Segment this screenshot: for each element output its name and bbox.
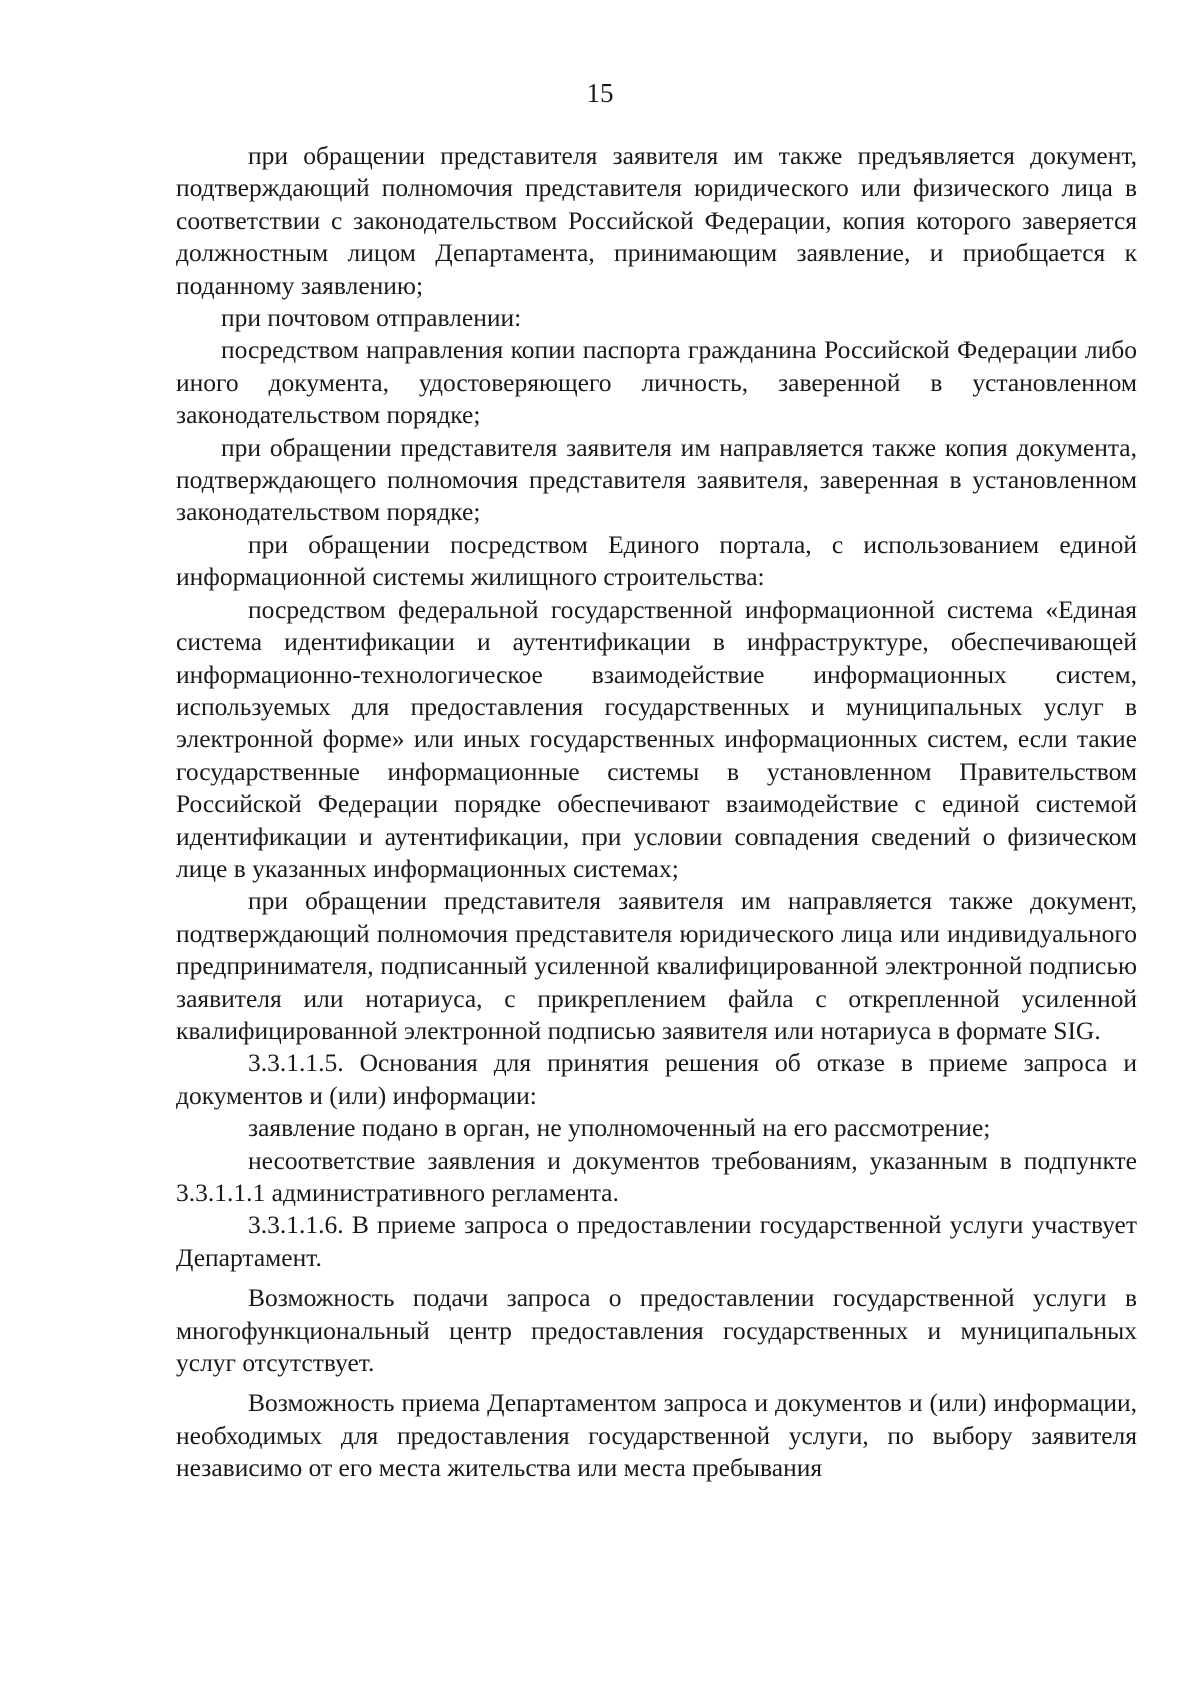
document-body	[176, 140, 1137, 1485]
paragraph-portal-esia: посредством федеральной государственной информационной система «Единая система идентификации и аутентификации в инфраструктуре, обеспечивающей информационно-технологическое взаимодействие информационных систем, используемых для предоставления государственных и муниципальных услуг в электронной форме» или иных государственных информационных систем, если такие государственные информационные системы в установленном Правительством Российской Федерации порядке обеспечивают взаимодействие с единой системой идентификации и аутентификации, при условии совпадения сведений о физическом лице в указанных информационных системах;	[176, 594, 1137, 883]
paragraph-refusal-grounds: 3.3.1.1.5. Основания для принятия решения об отказе в приеме запроса и документов и (или) информации:	[176, 1048, 1137, 1110]
page-number: 15	[586, 78, 614, 108]
paragraph-postal-passport: посредством направления копии паспорта гражданина Российской Федерации либо иного документа, удостоверяющего личность, заверенной в установленном законодательством порядке;	[176, 335, 1137, 430]
paragraph-postal-heading: при почтовом отправлении:	[221, 303, 522, 333]
paragraph-extraterritorial: Возможность приема Департаментом запроса и документов и (или) информации, необходимых для предоставления государственной услуги, по выбору заявителя независимо от его места жительства или места пребывания	[176, 1388, 1137, 1483]
paragraph-mfc-absence: Возможность подачи запроса о предоставлении государственной услуги в многофункциональный центр предоставления государственных и муниципальных услуг отсутствует.	[176, 1283, 1137, 1378]
paragraph-refusal-nonconformity: несоответствие заявления и документов требованиям, указанным в подпункте 3.3.1.1.1 административного регламента.	[176, 1145, 1137, 1207]
paragraph-refusal-wrong-body: заявление подано в орган, не уполномоченный на его рассмотрение;	[248, 1113, 991, 1143]
paragraph-participant: 3.3.1.1.6. В приеме запроса о предоставлении государственной услуги участвует Департамент.	[176, 1210, 1137, 1272]
paragraph-representative-documents: при обращении представителя заявителя им также предъявляется документ, подтверждающий полномочия представителя юридического или физического лица в соответствии с законодательством Российской Федерации, копия которого заверяется должностным лицом Департамента, принимающим заявление, и приобщается к поданному заявлению;	[176, 141, 1137, 300]
paragraph-portal-heading: при обращении посредством Единого портала, с использованием единой информационной системы жилищного строительства:	[176, 529, 1137, 592]
paragraph-postal-representative: при обращении представителя заявителя им направляется также копия документа, подтверждающего полномочия представителя заявителя, заверенная в установленном законодательством порядке;	[176, 432, 1137, 527]
paragraph-portal-representative: при обращении представителя заявителя им направляется также документ, подтверждающий полномочия представителя юридического лица или индивидуального предпринимателя, подписанный усиленной квалифицированной электронной подписью заявителя или нотариуса, с прикреплением файла с открепленной усиленной квалифицированной электронной подписью заявителя или нотариуса в формате SIG.	[176, 886, 1137, 1045]
